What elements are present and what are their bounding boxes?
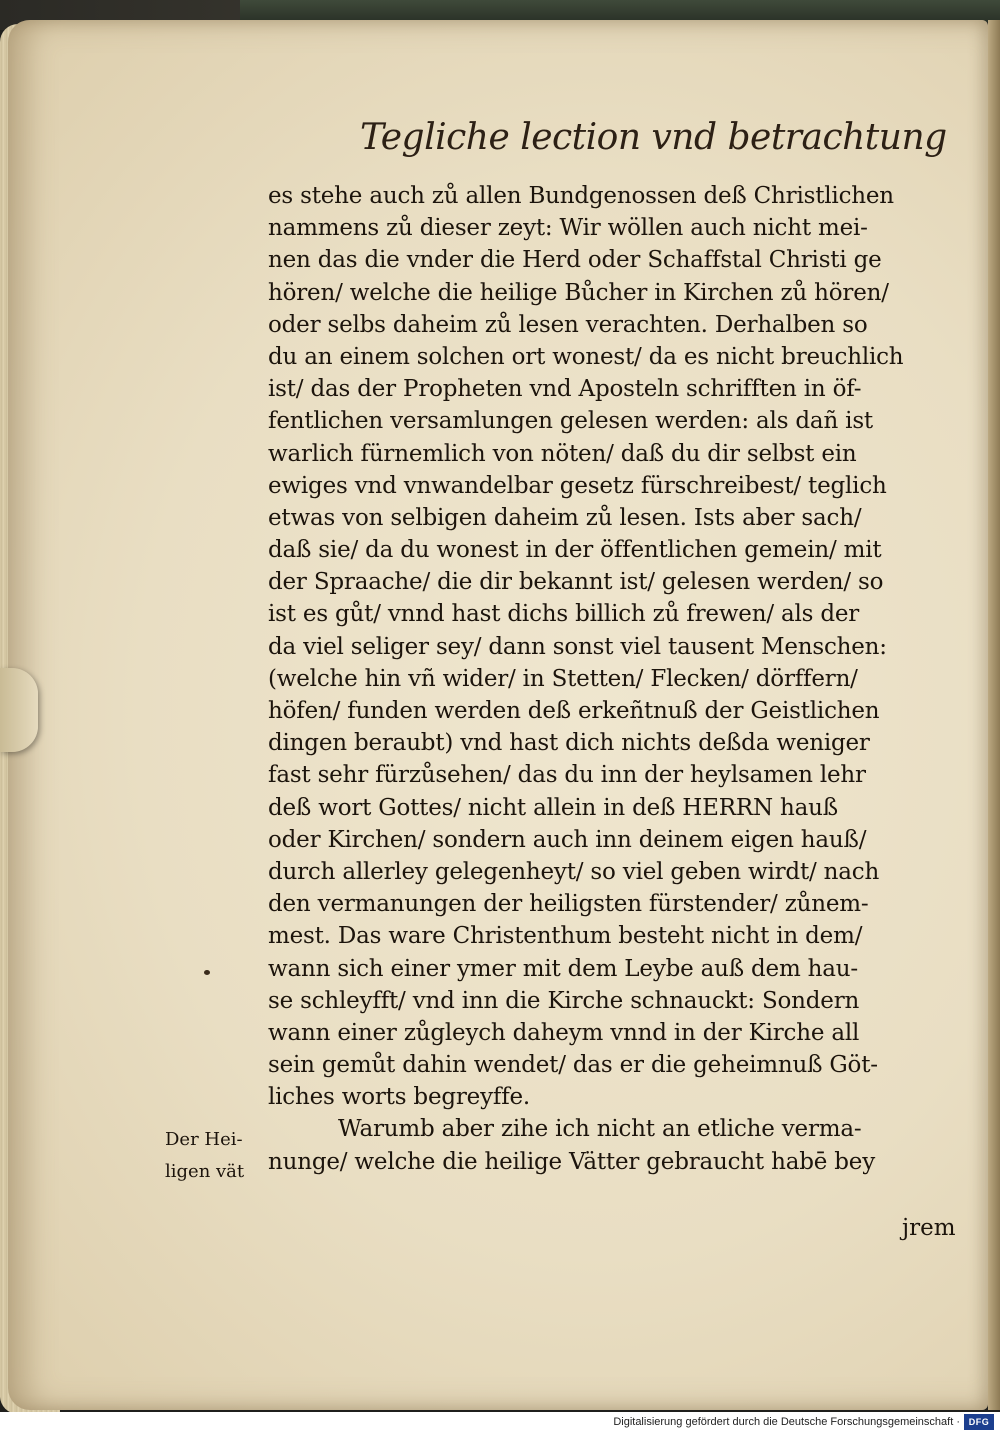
text-line: deß wort Gottes/ nicht allein in deß HERRN hauß	[268, 794, 838, 821]
text-line: daß sie/ da du wonest in der öffentlichen gemein/ mit	[268, 537, 882, 564]
text-line: den vermanungen der heiligsten fürstender/ zůnem-	[268, 891, 869, 918]
text-line: nammens zů dieser zeyt: Wir wöllen auch nicht mei-	[268, 215, 868, 242]
text-line: sein gemůt dahin wendet/ das er die geheimnuß Göt-	[268, 1052, 878, 1079]
text-line: der Spraache/ die dir bekannt ist/ gelesen werden/ so	[268, 569, 884, 596]
text-line: fast sehr fürzůsehen/ das du inn der heylsamen lehr	[268, 762, 866, 789]
ink-dot	[204, 970, 210, 975]
text-line: wann einer zůgleych daheym vnnd in der Kirche all	[268, 1019, 860, 1046]
text-line: nunge/ welche die heilige Vätter gebraucht habē bey	[268, 1148, 875, 1175]
dfg-logo: DFG	[964, 1414, 994, 1430]
margin-note-line: Der Hei-	[165, 1129, 243, 1150]
text-line: da viel seliger sey/ dann sonst viel tausent Menschen:	[268, 633, 887, 660]
text-line: warlich fürnemlich von nöten/ daß du dir selbst ein	[268, 440, 857, 467]
text-line: hören/ welche die heilige Bůcher in Kirchen zů hören/	[268, 279, 889, 306]
body-text	[268, 180, 958, 1178]
catchword: jrem	[902, 1215, 956, 1241]
text-line: durch allerley gelegenheyt/ so viel geben wirdt/ nach	[268, 858, 880, 885]
text-line: oder Kirchen/ sondern auch inn deinem eigen hauß/	[268, 826, 867, 853]
text-line: se schleyfft/ vnd inn die Kirche schnauckt: Sondern	[268, 987, 860, 1014]
margin-note-line: ligen vät	[165, 1161, 245, 1182]
footer-credit: Digitalisierung gefördert durch die Deutsche Forschungsgemeinschaft ·	[613, 1416, 960, 1428]
text-line: Warumb aber zihe ich nicht an etliche verma-	[338, 1116, 862, 1143]
text-line: es stehe auch zů allen Bundgenossen deß Christlichen	[268, 183, 894, 209]
text-line: etwas von selbigen daheim zů lesen. Ists aber sach/	[268, 504, 862, 531]
text-line: fentlichen versamlungen gelesen werden: als dañ ist	[268, 408, 873, 435]
text-line: ist/ das der Propheten vnd Aposteln schrifften in öf-	[268, 376, 862, 403]
page-edge-right	[988, 20, 1000, 1410]
text-line: du an einem solchen ort wonest/ da es nicht breuchlich	[268, 343, 904, 370]
text-line: dingen beraubt) vnd hast dich nichts deßda weniger	[268, 730, 870, 757]
margin-note	[165, 1124, 260, 1188]
running-header: Tegliche lection vnd betrachtung	[360, 117, 947, 158]
text-line: höfen/ funden werden deß erkeñtnuß der Geistlichen	[268, 698, 880, 724]
text-line: (welche hin vñ wider/ in Stetten/ Flecken/ dörffern/	[268, 665, 858, 692]
text-line: ist es gůt/ vnnd hast dichs billich zů frewen/ als der	[268, 601, 860, 628]
text-line: liches worts begreyffe.	[268, 1084, 531, 1111]
text-line: ewiges vnd vnwandelbar gesetz fürschreibest/ teglich	[268, 472, 887, 499]
text-line: wann sich einer ymer mit dem Leybe auß dem hau-	[268, 955, 858, 982]
book-cover-strap	[240, 0, 1000, 22]
text-line: oder selbs daheim zů lesen verachten. Derhalben so	[268, 311, 868, 338]
text-line: nen das die vnder die Herd oder Schaffstal Christi ge	[268, 247, 882, 274]
book-clasp	[0, 668, 38, 752]
text-line: mest. Das ware Christenthum besteht nicht in dem/	[268, 923, 863, 950]
